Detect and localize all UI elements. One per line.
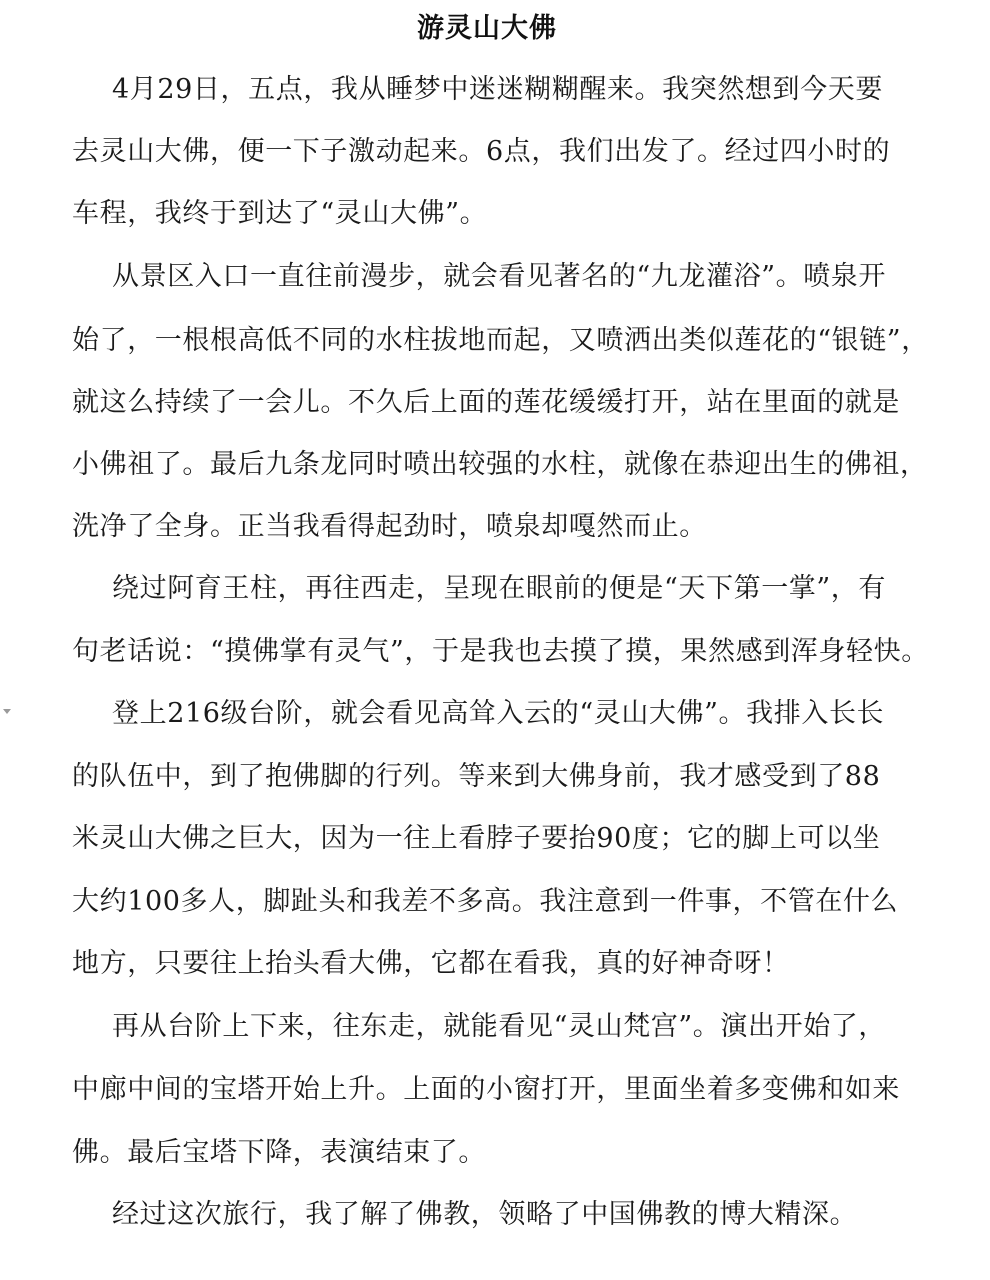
paragraph-4-line-1: 登上216级台阶，就会看见高耸入云的“灵山大佛”。我排入长长 [112, 698, 885, 729]
paragraph-4-line-2: 的队伍中，到了抱佛脚的行列。等来到大佛身前，我才感受到了88 [72, 761, 881, 792]
paragraph-5-line-3: 佛。最后宝塔下降，表演结束了。 [72, 1137, 486, 1168]
paragraph-2-line-1: 从景区入口一直往前漫步，就会看见著名的“九龙灌浴”。喷泉开 [112, 261, 887, 292]
paragraph-1-line-3: 车程，我终于到达了“灵山大佛”。 [72, 198, 488, 229]
paragraph-4-line-3: 米灵山大佛之巨大，因为一往上看脖子要抬90度；它的脚上可以坐 [72, 823, 881, 854]
paragraph-4-line-5: 地方，只要往上抬头看大佛，它都在看我，真的好神奇呀！ [72, 948, 790, 979]
paragraph-6-line-1: 经过这次旅行，我了解了佛教，领略了中国佛教的博大精深。 [112, 1199, 858, 1230]
document-title: 游灵山大佛 [417, 13, 557, 44]
paragraph-4-line-4: 大约100多人，脚趾头和我差不多高。我注意到一件事，不管在什么 [72, 886, 899, 917]
paragraph-2-line-3: 就这么持续了一会儿。不久后上面的莲花缓缓打开，站在里面的就是 [72, 387, 900, 418]
paragraph-3-line-1: 绕过阿育王柱，再往西走，呈现在眼前的便是“天下第一掌”，有 [112, 573, 887, 604]
paragraph-2-line-5: 洗净了全身。正当我看得起劲时，喷泉却嘎然而止。 [72, 511, 707, 542]
paragraph-2-line-4: 小佛祖了。最后九条龙同时喷出较强的水柱，就像在恭迎出生的佛祖， [72, 449, 928, 480]
paragraph-2-line-2: 始了，一根根高低不同的水柱拔地而起，又喷洒出类似莲花的“银链”， [72, 325, 929, 356]
paragraph-3-line-2: 句老话说：“摸佛掌有灵气”，于是我也去摸了摸，果然感到浑身轻快。 [72, 636, 929, 667]
margin-marker-icon [3, 709, 11, 714]
paragraph-1-line-2: 去灵山大佛，便一下子激动起来。6点，我们出发了。经过四小时的 [72, 136, 891, 167]
paragraph-5-line-1: 再从台阶上下来，往东走，就能看见“灵山梵宫”。演出开始了， [112, 1011, 887, 1042]
paragraph-1-line-1: 4月29日，五点，我从睡梦中迷迷糊糊醒来。我突然想到今天要 [112, 74, 883, 105]
paragraph-5-line-2: 中廊中间的宝塔开始上升。上面的小窗打开，里面坐着多变佛和如来 [72, 1074, 900, 1105]
